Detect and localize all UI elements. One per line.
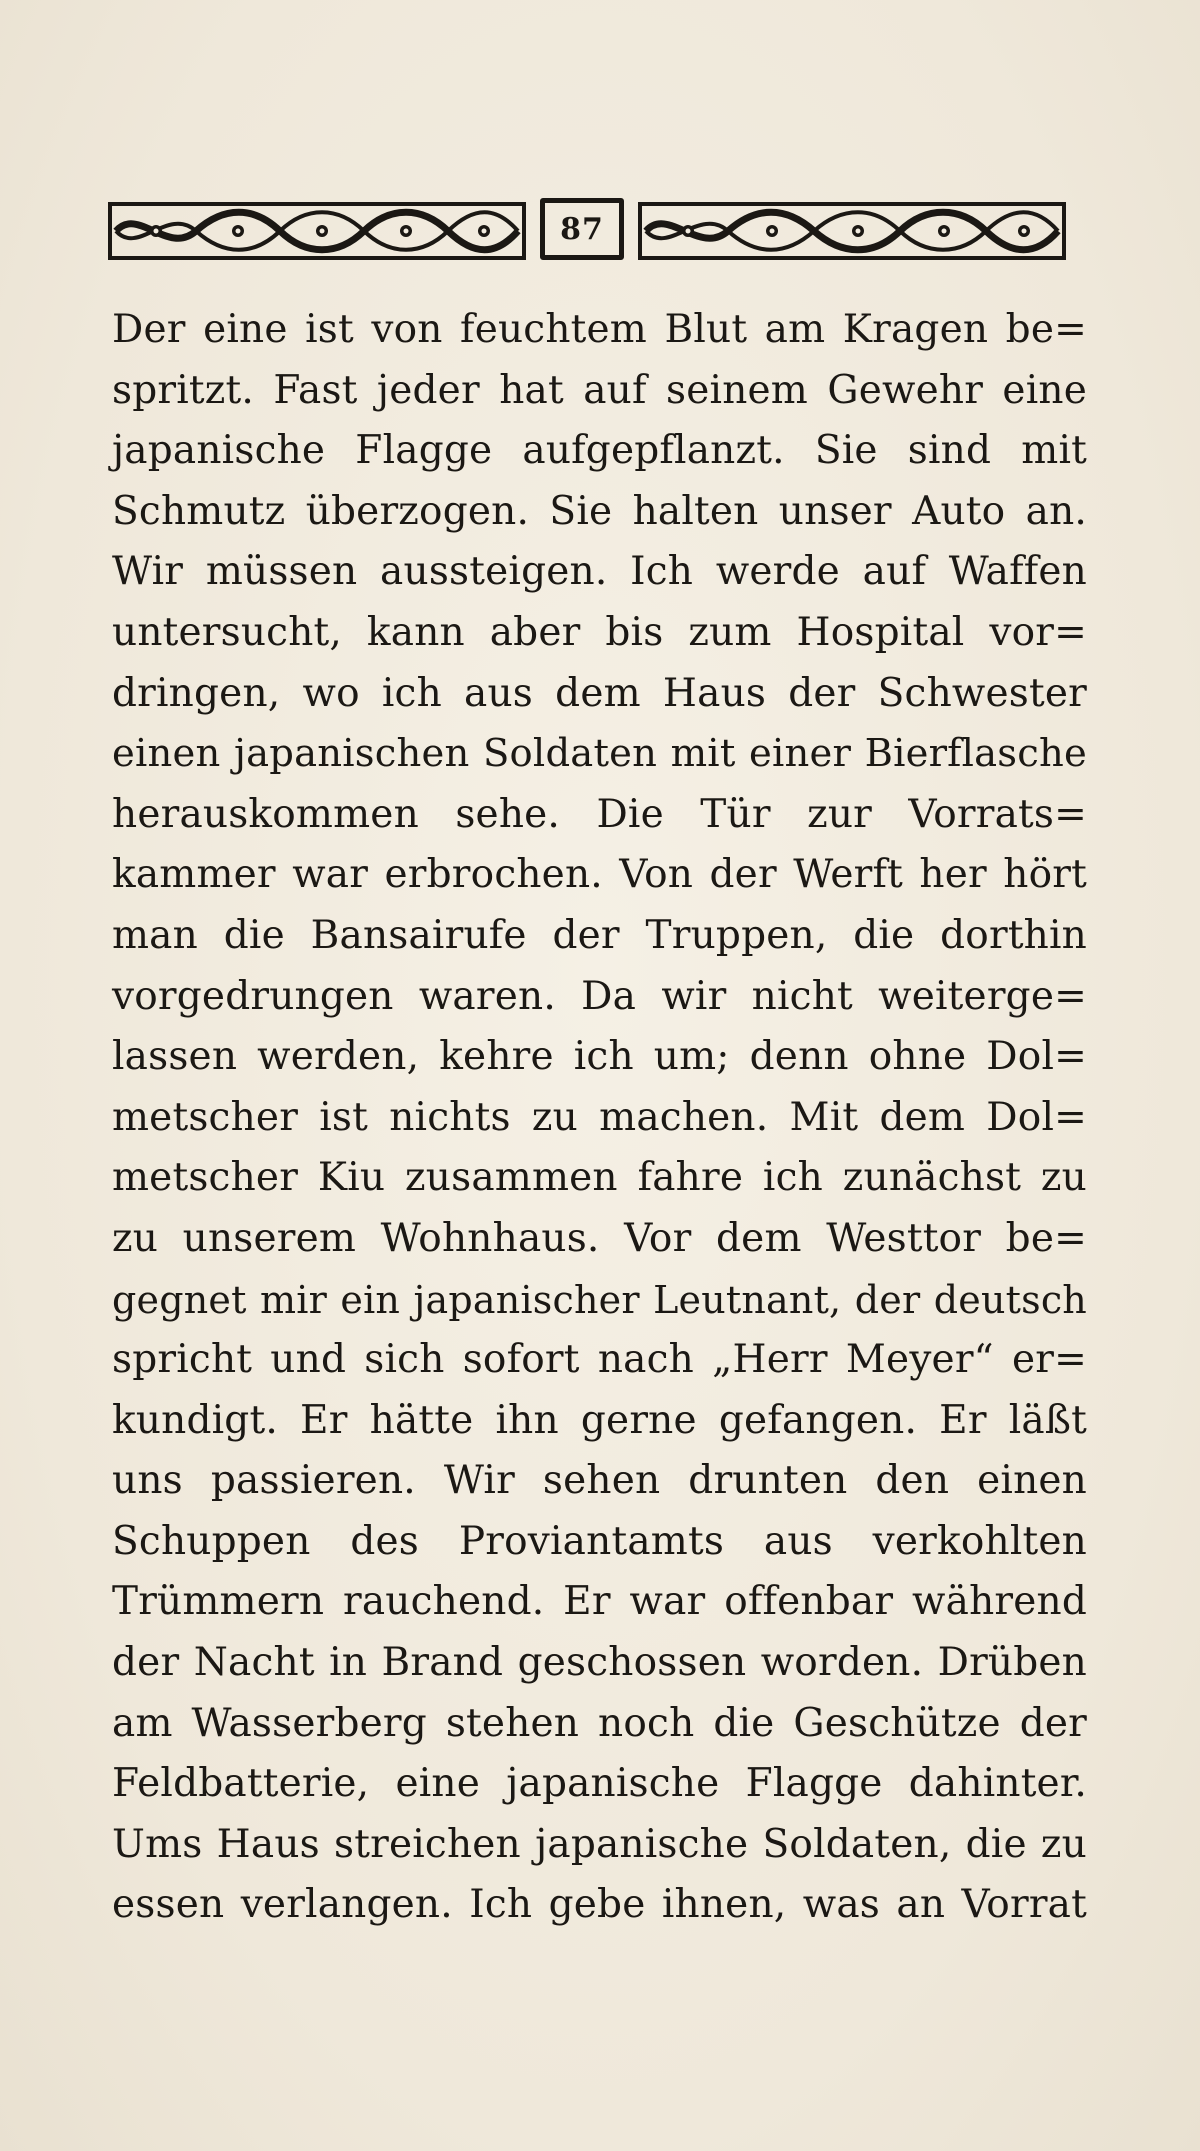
text-line: man die Bansairufe der Truppen, die dorthin (112, 912, 1087, 958)
text-line: dringen, wo ich aus dem Haus der Schwester (112, 670, 1087, 716)
text-line: zu unserem Wohnhaus. Vor dem Westtor be= (112, 1215, 1087, 1261)
text-line: am Wasserberg stehen noch die Geschütze der (112, 1700, 1087, 1746)
text-line: essen verlangen. Ich gebe ihnen, was an Vorrat (112, 1882, 1087, 1928)
text-line: kundigt. Er hätte ihn gerne gefangen. Er läßt (112, 1397, 1087, 1443)
decorative-scroll-ornament-right (638, 202, 1066, 260)
text-line: herauskommen sehe. Die Tür zur Vorrats= (112, 791, 1087, 837)
text-line: gegnet mir ein japanischer Leutnant, der deutsch (112, 1277, 1087, 1322)
body-text (112, 300, 1087, 1936)
text-line: Wir müssen aussteigen. Ich werde auf Waffen (112, 549, 1087, 595)
text-line: Ums Haus streichen japanische Soldaten, die zu (112, 1821, 1087, 1867)
text-line: einen japanischen Soldaten mit einer Bierflasche (112, 731, 1087, 777)
text-line: kammer war erbrochen. Von der Werft her hört (112, 852, 1087, 898)
text-line: Feldbatterie, eine japanische Flagge dahinter. (112, 1761, 1087, 1807)
text-line: Trümmern rauchend. Er war offenbar während (112, 1579, 1087, 1625)
text-line: Der eine ist von feuchtem Blut am Kragen be= (112, 307, 1087, 352)
text-line: Schmutz überzogen. Sie halten unser Auto an. (112, 488, 1087, 534)
text-line: metscher Kiu zusammen fahre ich zunächst zu (112, 1155, 1087, 1201)
text-line: spritzt. Fast jeder hat auf seinem Gewehr eine (112, 367, 1087, 413)
page-number-box (540, 198, 624, 260)
text-line: der Nacht in Brand geschossen worden. Drüben (112, 1640, 1087, 1686)
text-line: spricht und sich sofort nach „Herr Meyer“ er= (112, 1337, 1087, 1383)
page-number: 87 (560, 211, 604, 247)
text-line: uns passieren. Wir sehen drunten den einen (112, 1458, 1087, 1504)
text-line: japanische Flagge aufgepflanzt. Sie sind mit (112, 428, 1087, 474)
text-line: vorgedrungen waren. Da wir nicht weiterge= (112, 973, 1087, 1019)
page-header (108, 196, 1066, 266)
text-line: metscher ist nichts zu machen. Mit dem Dol= (112, 1094, 1087, 1140)
text-line: Schuppen des Proviantamts aus verkohlten (112, 1518, 1087, 1564)
text-line: lassen werden, kehre ich um; denn ohne Dol= (112, 1034, 1087, 1080)
decorative-scroll-ornament-left (108, 202, 526, 260)
text-line: untersucht, kann aber bis zum Hospital vor= (112, 609, 1087, 655)
